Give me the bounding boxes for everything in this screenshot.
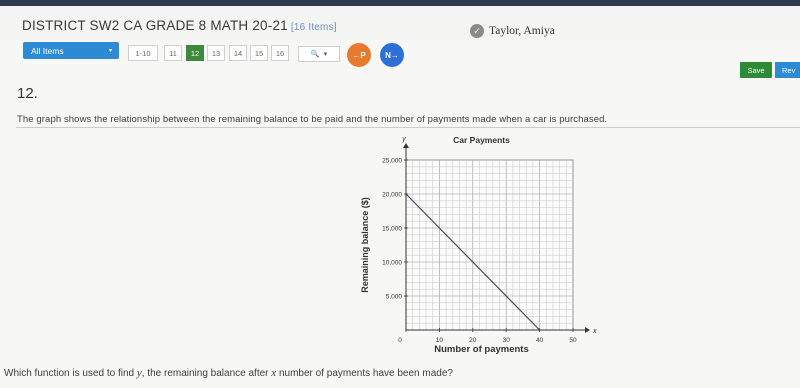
search-icon: 🔍 [310, 51, 320, 58]
page-button-13[interactable]: 13 [207, 45, 225, 61]
all-items-dropdown[interactable] [23, 42, 119, 59]
all-items-label: All Items [31, 45, 64, 56]
y-tick-label: 25,000 [382, 157, 402, 165]
question-number: 12. [17, 85, 38, 102]
test-title-text: DISTRICT SW2 CA GRADE 8 MATH 20-21 [22, 18, 288, 33]
x-axis-letter: x [593, 328, 597, 335]
save-button[interactable]: Save [740, 62, 772, 78]
toolbar [0, 40, 800, 82]
x-variable: x [271, 367, 277, 379]
review-button[interactable]: Rev [775, 62, 800, 78]
y-tick-label: 20,000 [382, 191, 402, 199]
x-tick-label: 50 [569, 337, 577, 344]
next-button[interactable]: N→ [380, 43, 404, 67]
search-button[interactable] [298, 46, 340, 62]
y-axis-letter: y [402, 136, 406, 143]
x-tick-label: 10 [435, 337, 444, 344]
car-payments-chart [350, 130, 600, 356]
page-button-16[interactable]: 16 [271, 45, 289, 61]
check-icon: ✓ [470, 24, 484, 38]
page-button-11[interactable]: 11 [164, 45, 182, 61]
question-part: number of payments have been made? [276, 368, 453, 379]
x-tick-label: 40 [535, 337, 544, 344]
user-area [470, 24, 555, 38]
question-part: , the remaining balance after [141, 368, 272, 379]
question-text [4, 367, 453, 379]
page-button-1-10[interactable]: 1-10 [128, 45, 158, 61]
y-variable: y [136, 367, 142, 379]
question-prompt: The graph shows the relationship between the remaining balance to be paid and the number of payments made when a car is purchased. [17, 114, 608, 125]
page-button-15[interactable]: 15 [250, 45, 268, 61]
page-button-12[interactable]: 12 [186, 45, 204, 61]
x-tick-label: 0 [398, 337, 402, 344]
x-axis-arrow [585, 327, 590, 333]
y-axis-label: Remaining balance ($) [360, 197, 370, 293]
y-tick-label: 5,000 [385, 293, 402, 301]
chart-title: Car Payments [453, 135, 510, 145]
question-part: Which function is used to find [4, 368, 137, 379]
chevron-down-icon: ▾ [323, 51, 328, 58]
plot-area [406, 160, 573, 330]
y-tick-label: 15,000 [382, 225, 402, 233]
test-header [0, 6, 800, 40]
item-count: [16 Items] [290, 22, 337, 33]
test-title [22, 18, 337, 33]
x-axis-label: Number of payments [434, 344, 529, 355]
page-button-14[interactable]: 14 [229, 45, 247, 61]
y-axis-arrow [403, 143, 409, 148]
y-tick-label: 10,000 [382, 259, 402, 267]
x-tick-label: 30 [502, 337, 510, 344]
x-tick-label: 20 [469, 337, 477, 344]
previous-button[interactable]: ←P [347, 43, 371, 67]
chevron-down-icon: ▾ [108, 48, 112, 54]
divider [16, 127, 800, 128]
user-name: Taylor, Amiya [489, 25, 555, 37]
